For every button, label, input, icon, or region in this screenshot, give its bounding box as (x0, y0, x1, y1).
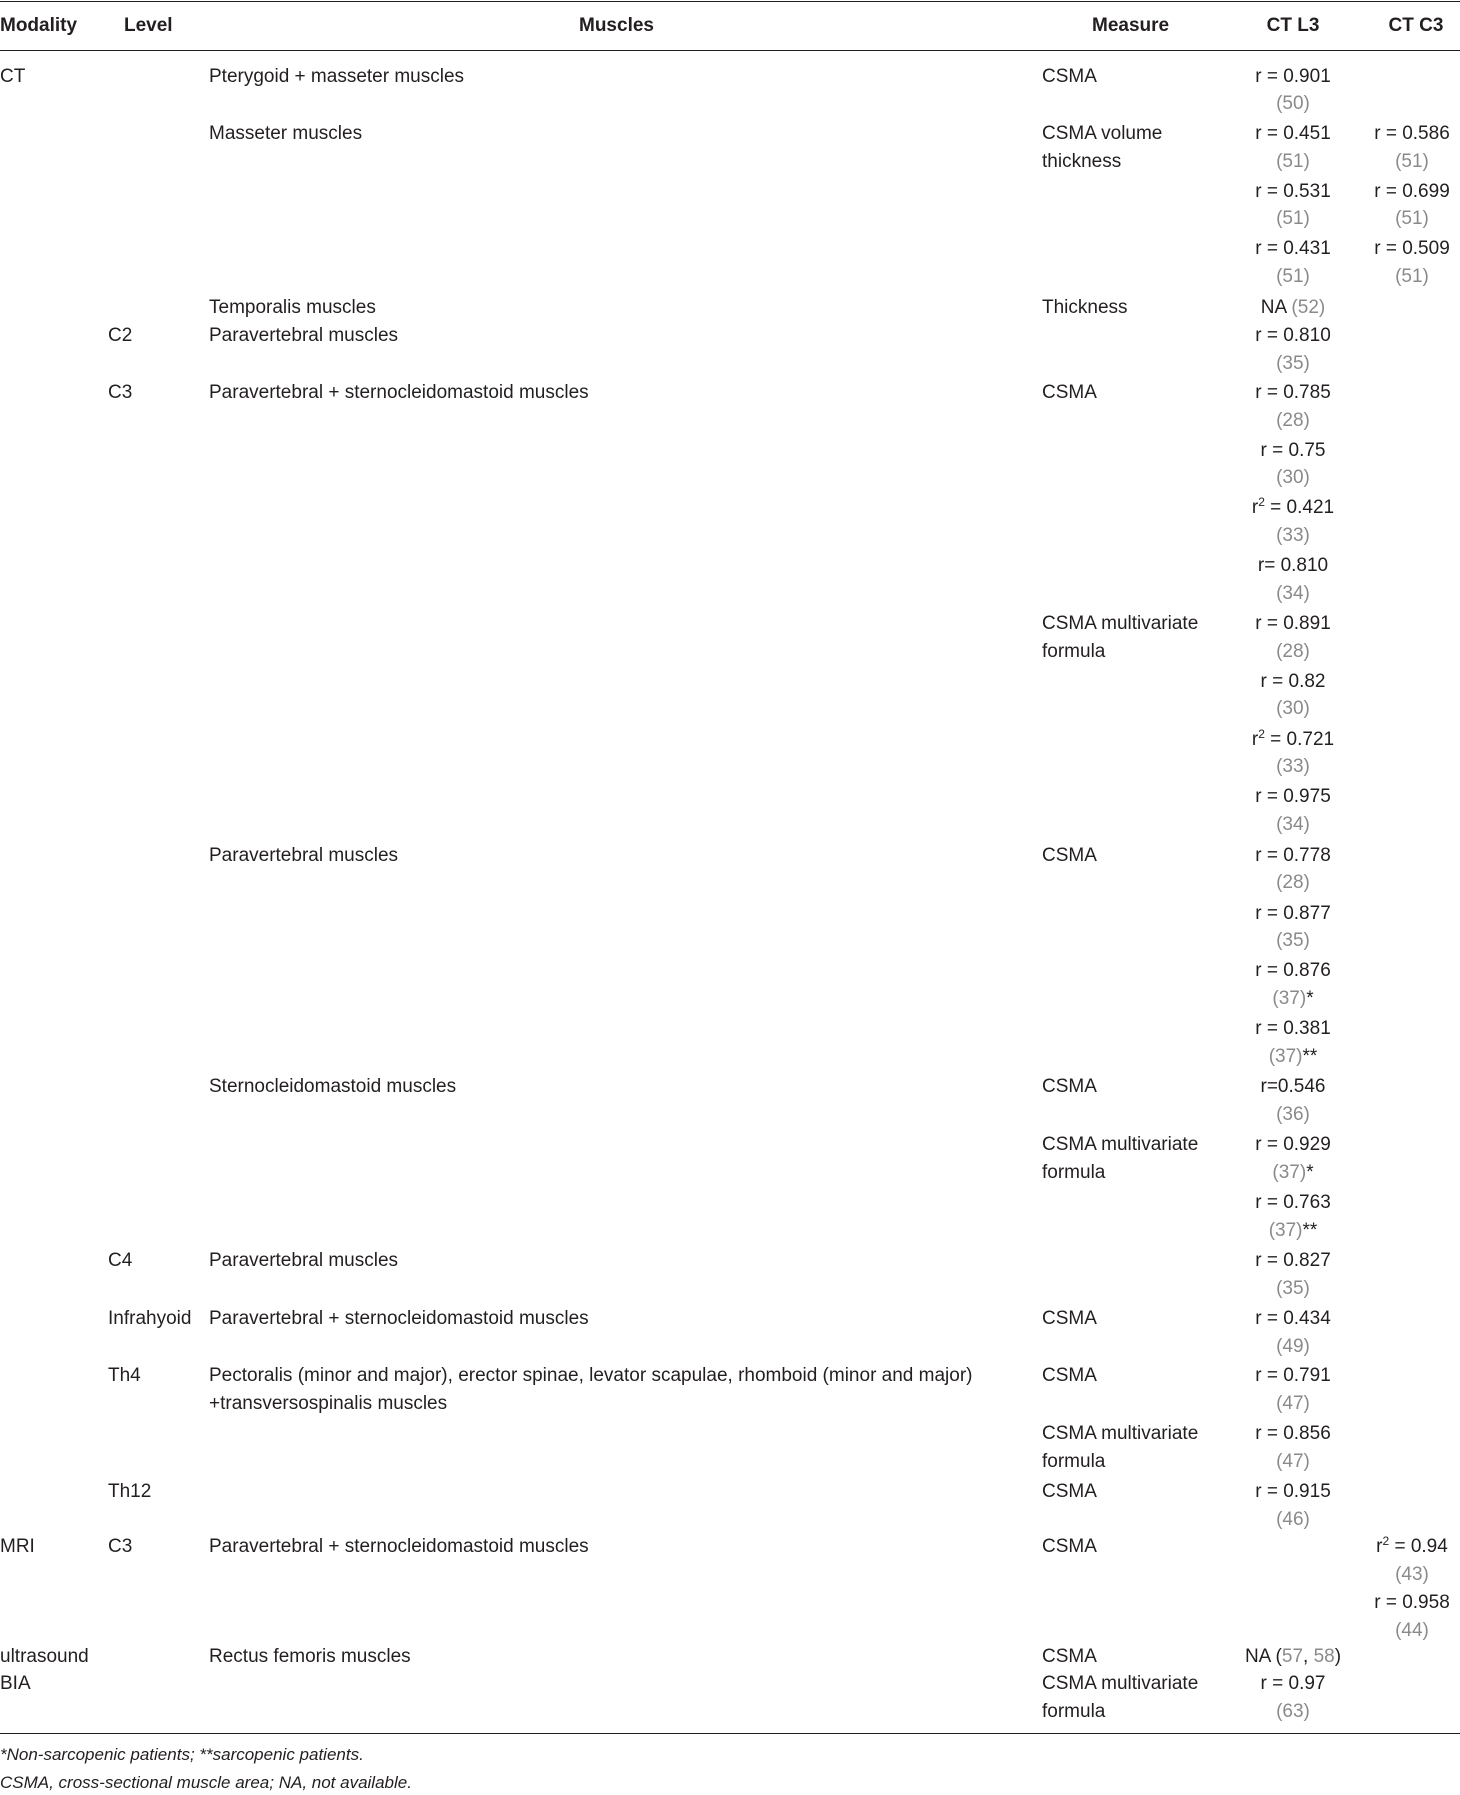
ct-l3-reference-starred (1223, 1043, 1363, 1071)
measure-csma: CSMA (1042, 1365, 1097, 1386)
level-c3: C3 (108, 382, 133, 403)
measure-csma: CSMA (1042, 1536, 1097, 1557)
footnote-abbreviations: CSMA, cross-sectional muscle area; NA, not available. (0, 1773, 412, 1792)
footnote-sarcopenic: *Non-sarcopenic patients; **sarcopenic patients. (0, 1745, 364, 1764)
ct-l3-value: r = 0.785 (1255, 382, 1331, 403)
header-muscles: Muscles (579, 15, 654, 36)
ct-l3-value: r = 0.381 (1255, 1018, 1331, 1039)
ct-l3-reference: (37) (1272, 988, 1307, 1009)
modality-bia: BIA (0, 1673, 31, 1694)
r-letter: r (1251, 729, 1259, 750)
measure-formula: formula (1042, 1451, 1106, 1472)
ct-l3-reference: (28) (1276, 872, 1310, 893)
ct-l3-reference: (50) (1276, 93, 1310, 114)
ct-l3-value: r = 0.97 (1260, 1673, 1326, 1694)
footnote-mark: ** (1302, 1046, 1318, 1067)
measure-formula: formula (1042, 1701, 1106, 1722)
ct-l3-reference: (33) (1276, 756, 1310, 777)
ct-l3-value: r = 0.531 (1255, 181, 1331, 202)
ct-c3-value (1364, 1533, 1460, 1561)
ct-l3-reference: (46) (1276, 1509, 1310, 1530)
superscript-2: 2 (1382, 1534, 1390, 1548)
ct-l3-value: r = 0.75 (1260, 440, 1326, 461)
ct-l3-reference: (33) (1276, 525, 1310, 546)
measure-csma-multivariate: CSMA multivariate (1042, 1423, 1199, 1444)
ct-l3-reference: (37) (1272, 1162, 1307, 1183)
ct-l3-na (1223, 294, 1363, 322)
measure-csma: CSMA (1042, 845, 1097, 866)
ct-l3-reference: (34) (1276, 814, 1310, 835)
ct-l3-reference: (47) (1276, 1393, 1310, 1414)
ct-l3-reference: (30) (1276, 467, 1310, 488)
modality-mri: MRI (0, 1536, 35, 1557)
level-th12: Th12 (108, 1481, 152, 1502)
ct-l3-reference: (28) (1276, 410, 1310, 431)
ct-c3-value: r = 0.586 (1374, 123, 1450, 144)
na-text: NA ( (1244, 1646, 1282, 1667)
ct-l3-reference: (35) (1276, 1278, 1310, 1299)
measure-formula: formula (1042, 1162, 1106, 1183)
ct-l3-reference-starred (1223, 985, 1363, 1013)
measure-csma: CSMA (1042, 382, 1097, 403)
r-squared-value: = 0.421 (1264, 497, 1335, 518)
ct-l3-reference: (47) (1276, 1451, 1310, 1472)
footnote-mark: ** (1302, 1220, 1318, 1241)
muscle-paravertebral-scm-mri: Paravertebral + sternocleidomastoid muscles (209, 1536, 589, 1557)
ct-c3-reference: (51) (1395, 266, 1429, 287)
ct-c3-reference: (51) (1395, 208, 1429, 229)
ct-l3-value: r = 0.891 (1255, 613, 1331, 634)
r-squared-value: = 0.721 (1264, 729, 1335, 750)
measure-csma: CSMA (1042, 1076, 1097, 1097)
ct-l3-value (1223, 494, 1363, 522)
ct-l3-value: r = 0.791 (1255, 1365, 1331, 1386)
measure-csma-multivariate: CSMA multivariate (1042, 613, 1199, 634)
header-level: Level (124, 15, 173, 36)
superscript-2: 2 (1258, 495, 1265, 509)
ct-l3-value (1223, 726, 1363, 754)
ct-l3-reference: (34) (1276, 583, 1310, 604)
table-top-rule (0, 1, 1460, 2)
measure-csma: CSMA (1042, 1308, 1097, 1329)
muscle-paravertebral-c3: Paravertebral muscles (209, 845, 399, 866)
ct-l3-value: r = 0.876 (1255, 960, 1331, 981)
ct-l3-reference-starred (1223, 1159, 1363, 1187)
ct-l3-reference: (28) (1276, 641, 1310, 662)
ct-l3-reference: 58 (1313, 1646, 1335, 1667)
ct-l3-value: r = 0.431 (1255, 238, 1331, 259)
level-c2: C2 (108, 325, 133, 346)
muscle-th4-line1: Pectoralis (minor and major), erector spinae, levator scapulae, rhomboid (minor and major) (209, 1365, 973, 1386)
ct-c3-value: r = 0.699 (1374, 181, 1450, 202)
muscle-paravertebral-c2: Paravertebral muscles (209, 325, 399, 346)
r-letter: r (1251, 497, 1259, 518)
measure-csma: CSMA (1042, 1646, 1097, 1667)
ct-c3-reference: (44) (1395, 1620, 1429, 1641)
ct-l3-value: r= 0.810 (1257, 555, 1329, 576)
muscle-rectus-femoris: Rectus femoris muscles (209, 1646, 411, 1667)
ct-l3-value: r = 0.929 (1255, 1134, 1331, 1155)
ct-l3-value: r = 0.975 (1255, 786, 1331, 807)
ct-l3-value: r = 0.827 (1255, 1250, 1331, 1271)
muscle-th4-line2: +transversospinalis muscles (209, 1393, 448, 1414)
modality-ultrasound: ultrasound (0, 1646, 89, 1667)
ct-l3-reference: (51) (1276, 151, 1310, 172)
muscle-masseter: Masseter muscles (209, 123, 363, 144)
ct-l3-value: r = 0.915 (1255, 1481, 1331, 1502)
muscle-paravertebral-c4: Paravertebral muscles (209, 1250, 399, 1271)
muscle-paravertebral-scm-infrahyoid: Paravertebral + sternocleidomastoid muscles (209, 1308, 589, 1329)
ct-l3-reference: (52) (1291, 297, 1326, 318)
header-rule (0, 50, 1460, 51)
measure-csma-volume: CSMA volume (1042, 123, 1163, 144)
level-c4: C4 (108, 1250, 133, 1271)
ct-c3-reference: (43) (1395, 1564, 1429, 1585)
ct-c3-value: r = 0.958 (1374, 1592, 1450, 1613)
measure-csma-multivariate: CSMA multivariate (1042, 1673, 1199, 1694)
ct-l3-reference: (51) (1276, 208, 1310, 229)
ct-l3-reference-starred (1223, 1217, 1363, 1245)
ct-l3-value: r = 0.810 (1255, 325, 1331, 346)
modality-ct: CT (0, 66, 26, 87)
ct-l3-reference: (35) (1276, 930, 1310, 951)
ct-l3-value: r = 0.763 (1255, 1192, 1331, 1213)
header-measure: Measure (1092, 15, 1170, 36)
ct-l3-reference: (37) (1268, 1046, 1303, 1067)
header-ct-c3: CT C3 (1388, 15, 1444, 36)
ct-l3-value: r = 0.451 (1255, 123, 1331, 144)
ct-l3-value: r = 0.82 (1260, 671, 1326, 692)
ct-l3-reference: (30) (1276, 698, 1310, 719)
ct-c3-value: r = 0.509 (1374, 238, 1450, 259)
ct-l3-value: r = 0.901 (1255, 66, 1331, 87)
ct-l3-reference: (37) (1268, 1220, 1303, 1241)
ct-l3-reference: (51) (1276, 266, 1310, 287)
table-bottom-rule (0, 1733, 1460, 1734)
muscle-paravertebral-scm-c3: Paravertebral + sternocleidomastoid muscles (209, 382, 589, 403)
level-mri-c3: C3 (108, 1536, 133, 1557)
ct-l3-reference: (35) (1276, 353, 1310, 374)
ct-l3-value: r = 0.877 (1255, 903, 1331, 924)
r-letter: r (1376, 1536, 1383, 1557)
ct-l3-value: r = 0.778 (1255, 845, 1331, 866)
measure-formula: formula (1042, 641, 1106, 662)
footnote-mark: * (1306, 988, 1314, 1009)
ct-l3-reference: 57 (1281, 1646, 1304, 1667)
muscle-sternocleidomastoid: Sternocleidomastoid muscles (209, 1076, 457, 1097)
separator: , (1303, 1646, 1314, 1667)
na-text: NA (1260, 297, 1287, 318)
footnote-mark: * (1306, 1162, 1314, 1183)
superscript-2: 2 (1258, 727, 1265, 741)
ct-l3-reference: (36) (1276, 1104, 1310, 1125)
measure-thickness: Thickness (1042, 297, 1128, 318)
measure-csma: CSMA (1042, 66, 1097, 87)
ct-l3-reference: (63) (1276, 1701, 1310, 1722)
measure-csma: CSMA (1042, 1481, 1097, 1502)
r-squared-value: = 0.94 (1389, 1536, 1448, 1557)
closing-paren: ) (1334, 1646, 1342, 1667)
ct-l3-value: r=0.546 (1260, 1076, 1326, 1097)
level-infrahyoid: Infrahyoid (108, 1308, 192, 1329)
ct-l3-na-refs (1213, 1643, 1373, 1671)
header-modality: Modality (0, 15, 78, 36)
header-ct-l3: CT L3 (1266, 15, 1320, 36)
muscle-pterygoid-masseter: Pterygoid + masseter muscles (209, 66, 465, 87)
ct-c3-reference: (51) (1395, 151, 1429, 172)
ct-l3-value: r = 0.856 (1255, 1423, 1331, 1444)
measure-csma-multivariate: CSMA multivariate (1042, 1134, 1199, 1155)
level-th4: Th4 (108, 1365, 141, 1386)
ct-l3-value: r = 0.434 (1255, 1308, 1331, 1329)
muscle-temporalis: Temporalis muscles (209, 297, 376, 318)
measure-thickness: thickness (1042, 151, 1122, 172)
ct-l3-reference: (49) (1276, 1336, 1310, 1357)
